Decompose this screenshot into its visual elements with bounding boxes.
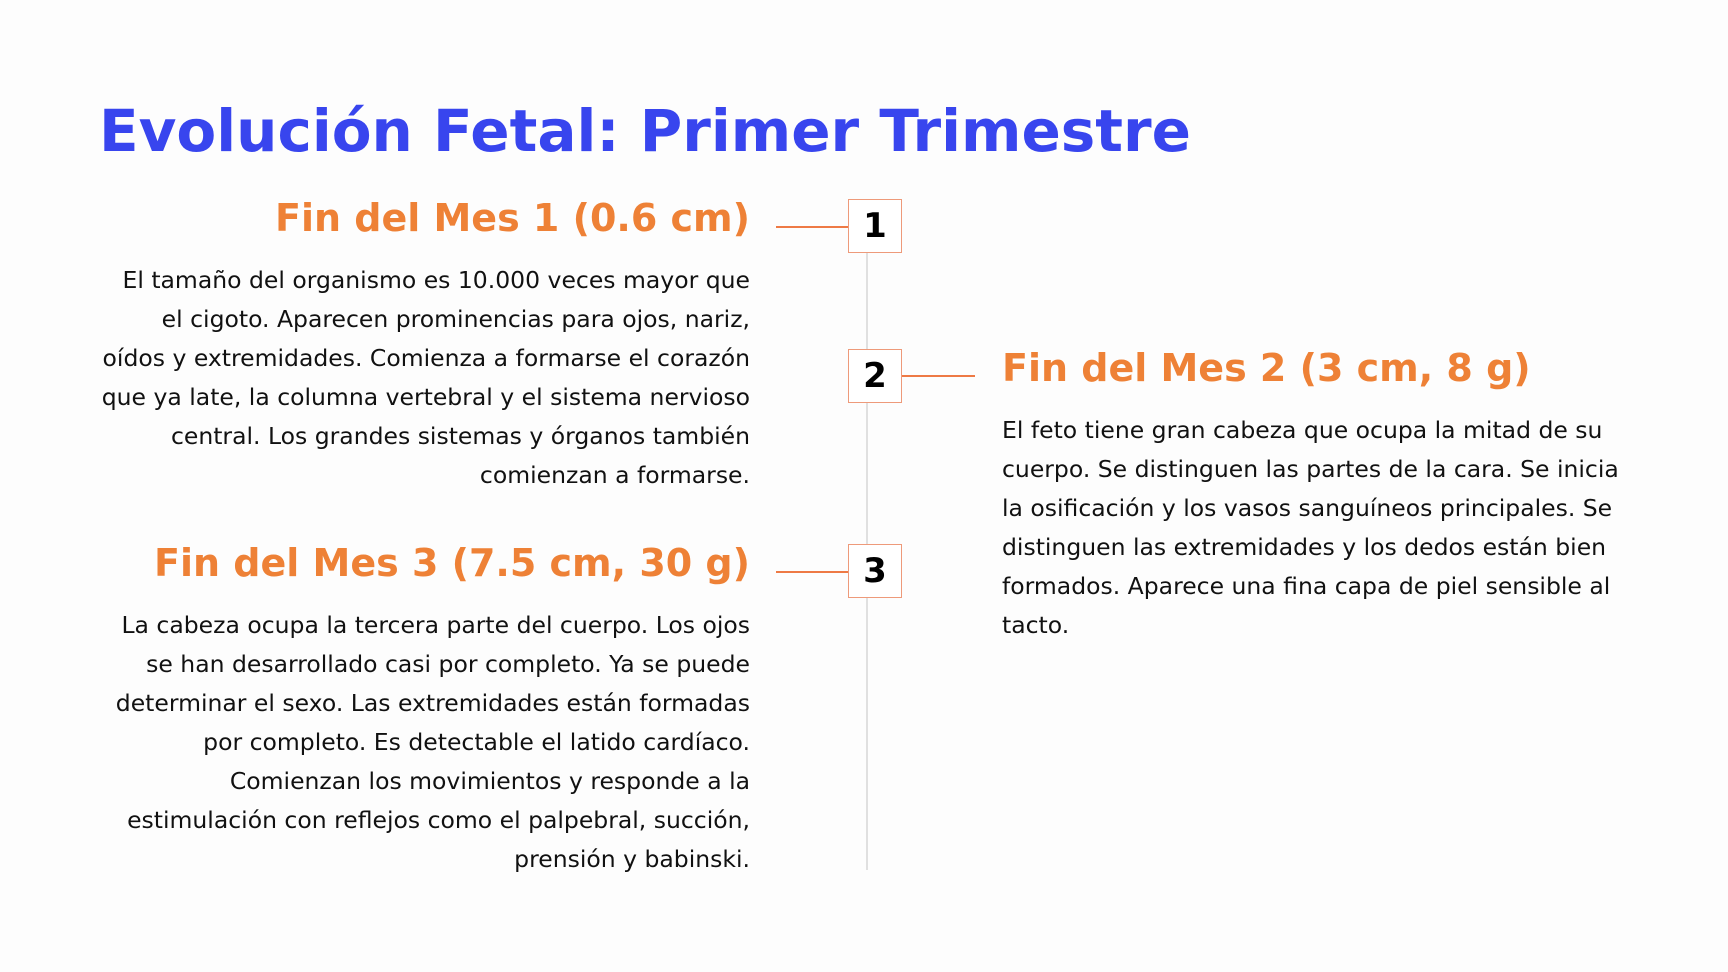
connector-line: [776, 226, 848, 228]
milestone-description: La cabeza ocupa la tercera parte del cuerpo. Los ojos se han desarrollado casi por completo. Ya se puede determinar el sexo. Las extremidades están formadas por completo. Es detectable el latido cardíaco. Comienzan los movimientos y responde a la estimulación con reflejos como el palpebral, succión, prensión y babinski.: [115, 611, 750, 873]
milestone-description: El feto tiene gran cabeza que ocupa la mitad de su cuerpo. Se distinguen las partes de la cara. Se inicia la osificación y los vasos sanguíneos principales. Se distinguen las extremidades y los dedos están bien formados. Aparece una fina capa de piel sensible al tacto.: [1002, 416, 1619, 639]
milestone-marker: 1: [848, 199, 902, 253]
connector-line: [902, 375, 975, 377]
milestone-heading: Fin del Mes 1 (0.6 cm): [275, 196, 750, 240]
milestone-heading: Fin del Mes 3 (7.5 cm, 30 g): [154, 541, 750, 585]
milestone-heading: Fin del Mes 2 (3 cm, 8 g): [1002, 346, 1531, 390]
timeline-axis: [866, 215, 868, 870]
milestone-marker: 3: [848, 544, 902, 598]
connector-line: [776, 571, 848, 573]
milestone-marker: 2: [848, 349, 902, 403]
page-title: Evolución Fetal: Primer Trimestre: [99, 97, 1191, 165]
milestone-description: El tamaño del organismo es 10.000 veces mayor que el cigoto. Aparecen prominencias para ojos, nariz, oídos y extremidades. Comienza a formarse el corazón que ya late, la columna vertebral y el sistema nervioso central. Los grandes sistemas y órganos también comienzan a formarse.: [101, 266, 750, 489]
